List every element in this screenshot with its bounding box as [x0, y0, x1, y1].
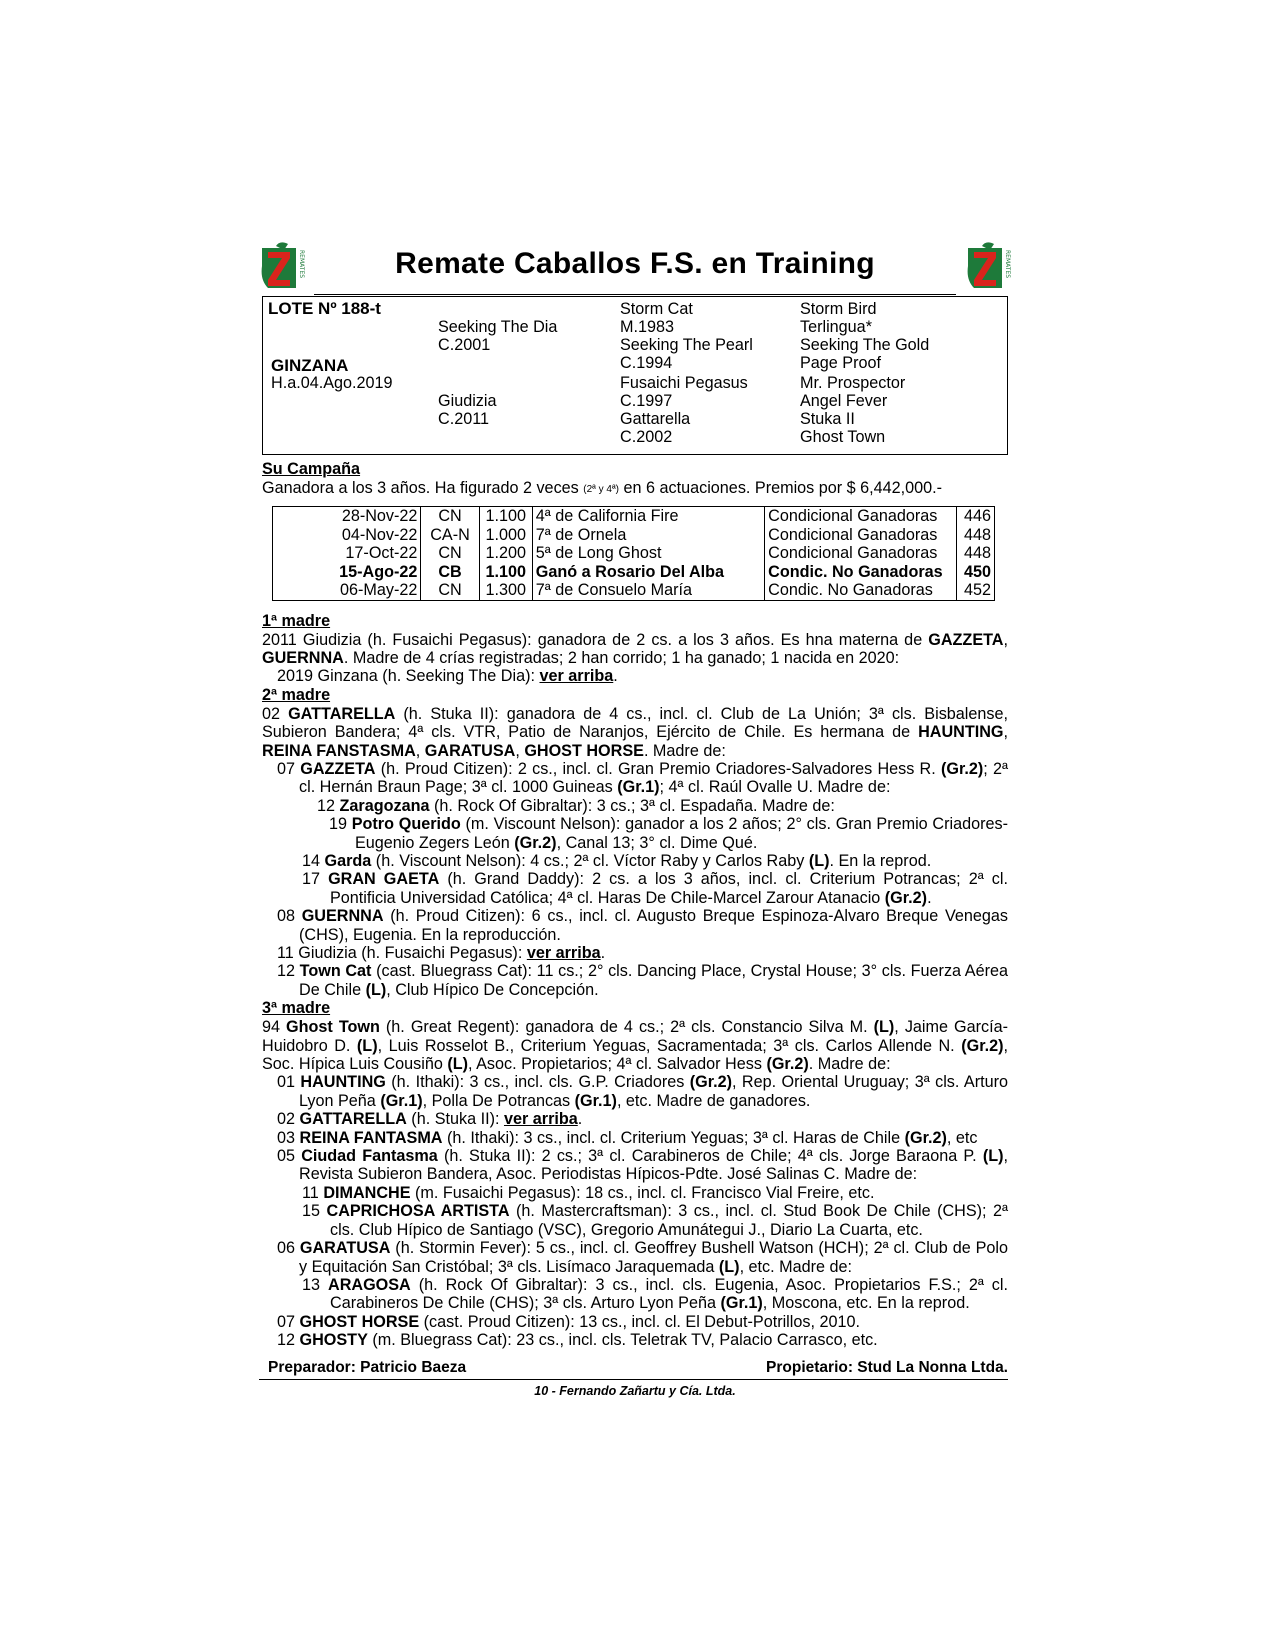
- campaign-summary: Ganadora a los 3 años. Ha figurado 2 veces $^{(2ª y 4ª)}$ en 6 actuaciones. Premios por $ 6,442,000.-: [262, 479, 943, 497]
- paragraph: 13 ARAGOSA (h. Rock Of Gibraltar): 3 cs., incl. cls. Eugenia, Asoc. Propietarios F.S.; 2ª cl. Carabineros De Chile (CHS); 3ª cls. Arturo Lyon Peña (Gr.1), Moscona, etc. En la reprod.: [302, 1275, 1008, 1313]
- dam-info: C.2011: [438, 410, 489, 428]
- ancestor: Storm Bird: [800, 300, 877, 318]
- paragraph: 12 GHOSTY (m. Bluegrass Cat): 23 cs., incl. cls. Teletrak TV, Palacio Carrasco, etc.: [277, 1331, 878, 1350]
- ancestor: Angel Fever: [800, 392, 888, 410]
- ancestor: Terlingua*: [800, 318, 872, 336]
- campaign-section: [262, 460, 1008, 601]
- first-dam-heading: 1ª madre: [262, 611, 331, 630]
- paragraph: 2011 Giudizia (h. Fusaichi Pegasus): ganadora de 2 cs. a los 3 años. Es hna materna de GAZZETA, GUERNNA. Madre de 4 crías registradas; 2 han corrido; 1 ha ganado; 1 nacida en 2020:: [262, 630, 1008, 667]
- paragraph: 02 GATTARELLA (h. Stuka II): ganadora de 4 cs., incl. cl. Club de La Unión; 3ª cls. Bisbalense, Subieron Bandera; 4ª cls. VTR, Patio de Naranjos, Ejército de Chile. Es hermana de HAUNTING, REINA FANSTASMA, GARATUSA, GHOST HORSE. Madre de:: [262, 704, 1008, 760]
- footer-rule: [259, 1379, 1008, 1380]
- logo-text: REMATES: [298, 250, 305, 279]
- paragraph: 01 HAUNTING (h. Ithaki): 3 cs., incl. cls. G.P. Criadores (Gr.2), Rep. Oriental Uruguay; 3ª cls. Arturo Lyon Peña (Gr.1), Polla De Potrancas (Gr.1), etc. Madre de ganadores.: [277, 1073, 1008, 1110]
- owner: Propietario: Stud La Nonna Ltda.: [766, 1358, 1008, 1376]
- page-title: Remate Caballos F.S. en Training: [395, 247, 875, 280]
- paragraph: 11 Giudizia (h. Fusaichi Pegasus): ver arriba.: [277, 944, 606, 962]
- paragraph: 05 Ciudad Fantasma (h. Stuka II): 2 cs.; 3ª cl. Carabineros de Chile; 4ª cls. Jorge Baraona P. (L), Revista Subieron Bandera, Asoc. Periodistas Hípicos-Pdte. José Salinas C. Madre de:: [277, 1147, 1008, 1184]
- table-row: 06-May-22 CN 1.300 7ª de Consuelo María Condic. No Ganadoras 452: [273, 581, 995, 600]
- campaign-table: [272, 506, 995, 601]
- pedigree-box: [262, 296, 1008, 455]
- paragraph: 14 Garda (h. Viscount Nelson): 4 cs.; 2ª cl. Víctor Raby y Carlos Raby (L). En la reprod.: [302, 851, 932, 870]
- catalog-page: [262, 240, 1011, 1398]
- grandsire-2-info: C.1997: [620, 392, 673, 410]
- ancestor: Stuka II: [800, 410, 855, 428]
- table-row: 28-Nov-22 CN 1.100 4ª de California Fire Condicional Ganadoras 446: [273, 507, 995, 526]
- paragraph: 12 Zaragozana (h. Rock Of Gibraltar): 3 cs.; 3ª cl. Espadaña. Madre de:: [317, 796, 835, 815]
- granddam-2-info: C.2002: [620, 428, 673, 446]
- ancestor: Ghost Town: [800, 428, 886, 446]
- paragraph: 15 CAPRICHOSA ARTISTA (h. Mastercraftsman): 3 cs., incl. cl. Stud Book De Chile (CHS); 2ª cls. Club Hípico de Santiago (VSC), Gregorio Amunátegui J., Diario La Cuarta, etc.: [302, 1202, 1009, 1239]
- paragraph: 94 Ghost Town (h. Great Regent): ganadora de 4 cs.; 2ª cls. Constancio Silva M. (L), Jaime García-Huidobro D. (L), Luis Rosselot B., Criterium Yeguas, Sacramentada; 3ª cls. Carlos Allende N. (Gr.2), Soc. Hípica Luis Cousiño (L), Asoc. Propietarios; 4ª cl. Salvador Hess (Gr.2). Madre de:: [262, 1018, 1008, 1074]
- grandsire-1: Storm Cat: [620, 300, 693, 318]
- granddam-2: Gattarella: [620, 410, 691, 428]
- ancestor: Page Proof: [800, 354, 881, 372]
- ancestor: Mr. Prospector: [800, 374, 906, 392]
- paragraph: 19 Potro Querido (m. Viscount Nelson): ganador a los 2 años; 2° cls. Gran Premio Criadores-Eugenio Zegers León (Gr.2), Canal 13; 3° cl. Dime Qué.: [329, 815, 1008, 852]
- paragraph: 02 GATTARELLA (h. Stuka II): ver arriba.: [277, 1110, 583, 1129]
- page-header: [262, 240, 1011, 296]
- logo-text: REMATES: [1004, 250, 1011, 279]
- grandsire-1-info: M.1983: [620, 318, 674, 336]
- page-number: 10 - Fernando Zañartu y Cía. Ltda.: [534, 1383, 736, 1398]
- horse-name: GINZANA: [271, 356, 349, 375]
- ancestor: Seeking The Gold: [800, 336, 930, 354]
- zj-logo-icon: [964, 240, 1020, 292]
- second-dam-heading: 2ª madre: [262, 685, 331, 704]
- title-rule: [314, 294, 956, 295]
- granddam-1: Seeking The Pearl: [620, 336, 753, 354]
- paragraph: 07 GHOST HORSE (cast. Proud Citizen): 13 cs., incl. cl. El Debut-Potrillos, 2010.: [277, 1312, 860, 1331]
- table-row: 04-Nov-22 CA-N 1.000 7ª de Ornela Condicional Ganadoras 448: [273, 526, 995, 545]
- family-text: [262, 612, 1008, 1350]
- sire-info: C.2001: [438, 336, 491, 354]
- paragraph: 12 Town Cat (cast. Bluegrass Cat): 11 cs.; 2° cls. Dancing Place, Crystal House; 3° cls. Fuerza Aérea De Chile (L), Club Hípico De Concepción.: [277, 962, 1008, 999]
- paragraph: 03 REINA FANTASMA (h. Ithaki): 3 cs., incl. cl. Criterium Yeguas; 3ª cl. Haras de Chile (Gr.2), etc: [277, 1128, 978, 1147]
- lot-number: LOTE Nº 188-t: [268, 299, 381, 318]
- paragraph: 11 DIMANCHE (m. Fusaichi Pegasus): 18 cs., incl. cl. Francisco Vial Freire, etc.: [302, 1183, 875, 1202]
- page-footer: [262, 1357, 1008, 1379]
- horse-info: H.a.04.Ago.2019: [271, 374, 393, 392]
- campaign-heading: Su Campaña: [262, 460, 361, 478]
- paragraph: 08 GUERNNA (h. Proud Citizen): 6 cs., incl. cl. Augusto Breque Espinoza-Alvaro Breque Venegas (CHS), Eugenia. En la reproducción.: [277, 907, 1008, 944]
- granddam-1-info: C.1994: [620, 354, 673, 372]
- sire-name: Seeking The Dia: [438, 318, 558, 336]
- trainer: Preparador: Patricio Baeza: [268, 1358, 467, 1376]
- table-row: 15-Ago-22 CB 1.100 Ganó a Rosario Del Alba Condic. No Ganadoras 450: [273, 563, 995, 582]
- paragraph: 06 GARATUSA (h. Stormin Fever): 5 cs., incl. cl. Geoffrey Bushell Watson (HCH); 2ª cl. Club de Polo y Equitación San Cristóbal; 3ª cls. Lisímaco Jaraquemada (L), etc. Madre de:: [277, 1239, 1008, 1276]
- grandsire-2: Fusaichi Pegasus: [620, 374, 748, 392]
- dam-name: Giudizia: [438, 392, 497, 410]
- third-dam-heading: 3ª madre: [262, 999, 331, 1018]
- table-row: 17-Oct-22 CN 1.200 5ª de Long Ghost Condicional Ganadoras 448: [273, 544, 995, 563]
- paragraph: 17 GRAN GAETA (h. Grand Daddy): 2 cs. a los 3 años, incl. cl. Criterium Potrancas; 2ª cl. Pontificia Universidad Católica; 4ª cl. Haras De Chile-Marcel Zarour Atanacio (Gr.2).: [302, 870, 1008, 907]
- paragraph: 07 GAZZETA (h. Proud Citizen): 2 cs., incl. cl. Gran Premio Criadores-Salvadores Hess R. (Gr.2); 2ª cl. Hernán Braun Page; 3ª cl. 1000 Guineas (Gr.1); 4ª cl. Raúl Ovalle U. Madre de:: [277, 759, 1008, 797]
- paragraph: 2019 Ginzana (h. Seeking The Dia): ver arriba.: [277, 667, 618, 686]
